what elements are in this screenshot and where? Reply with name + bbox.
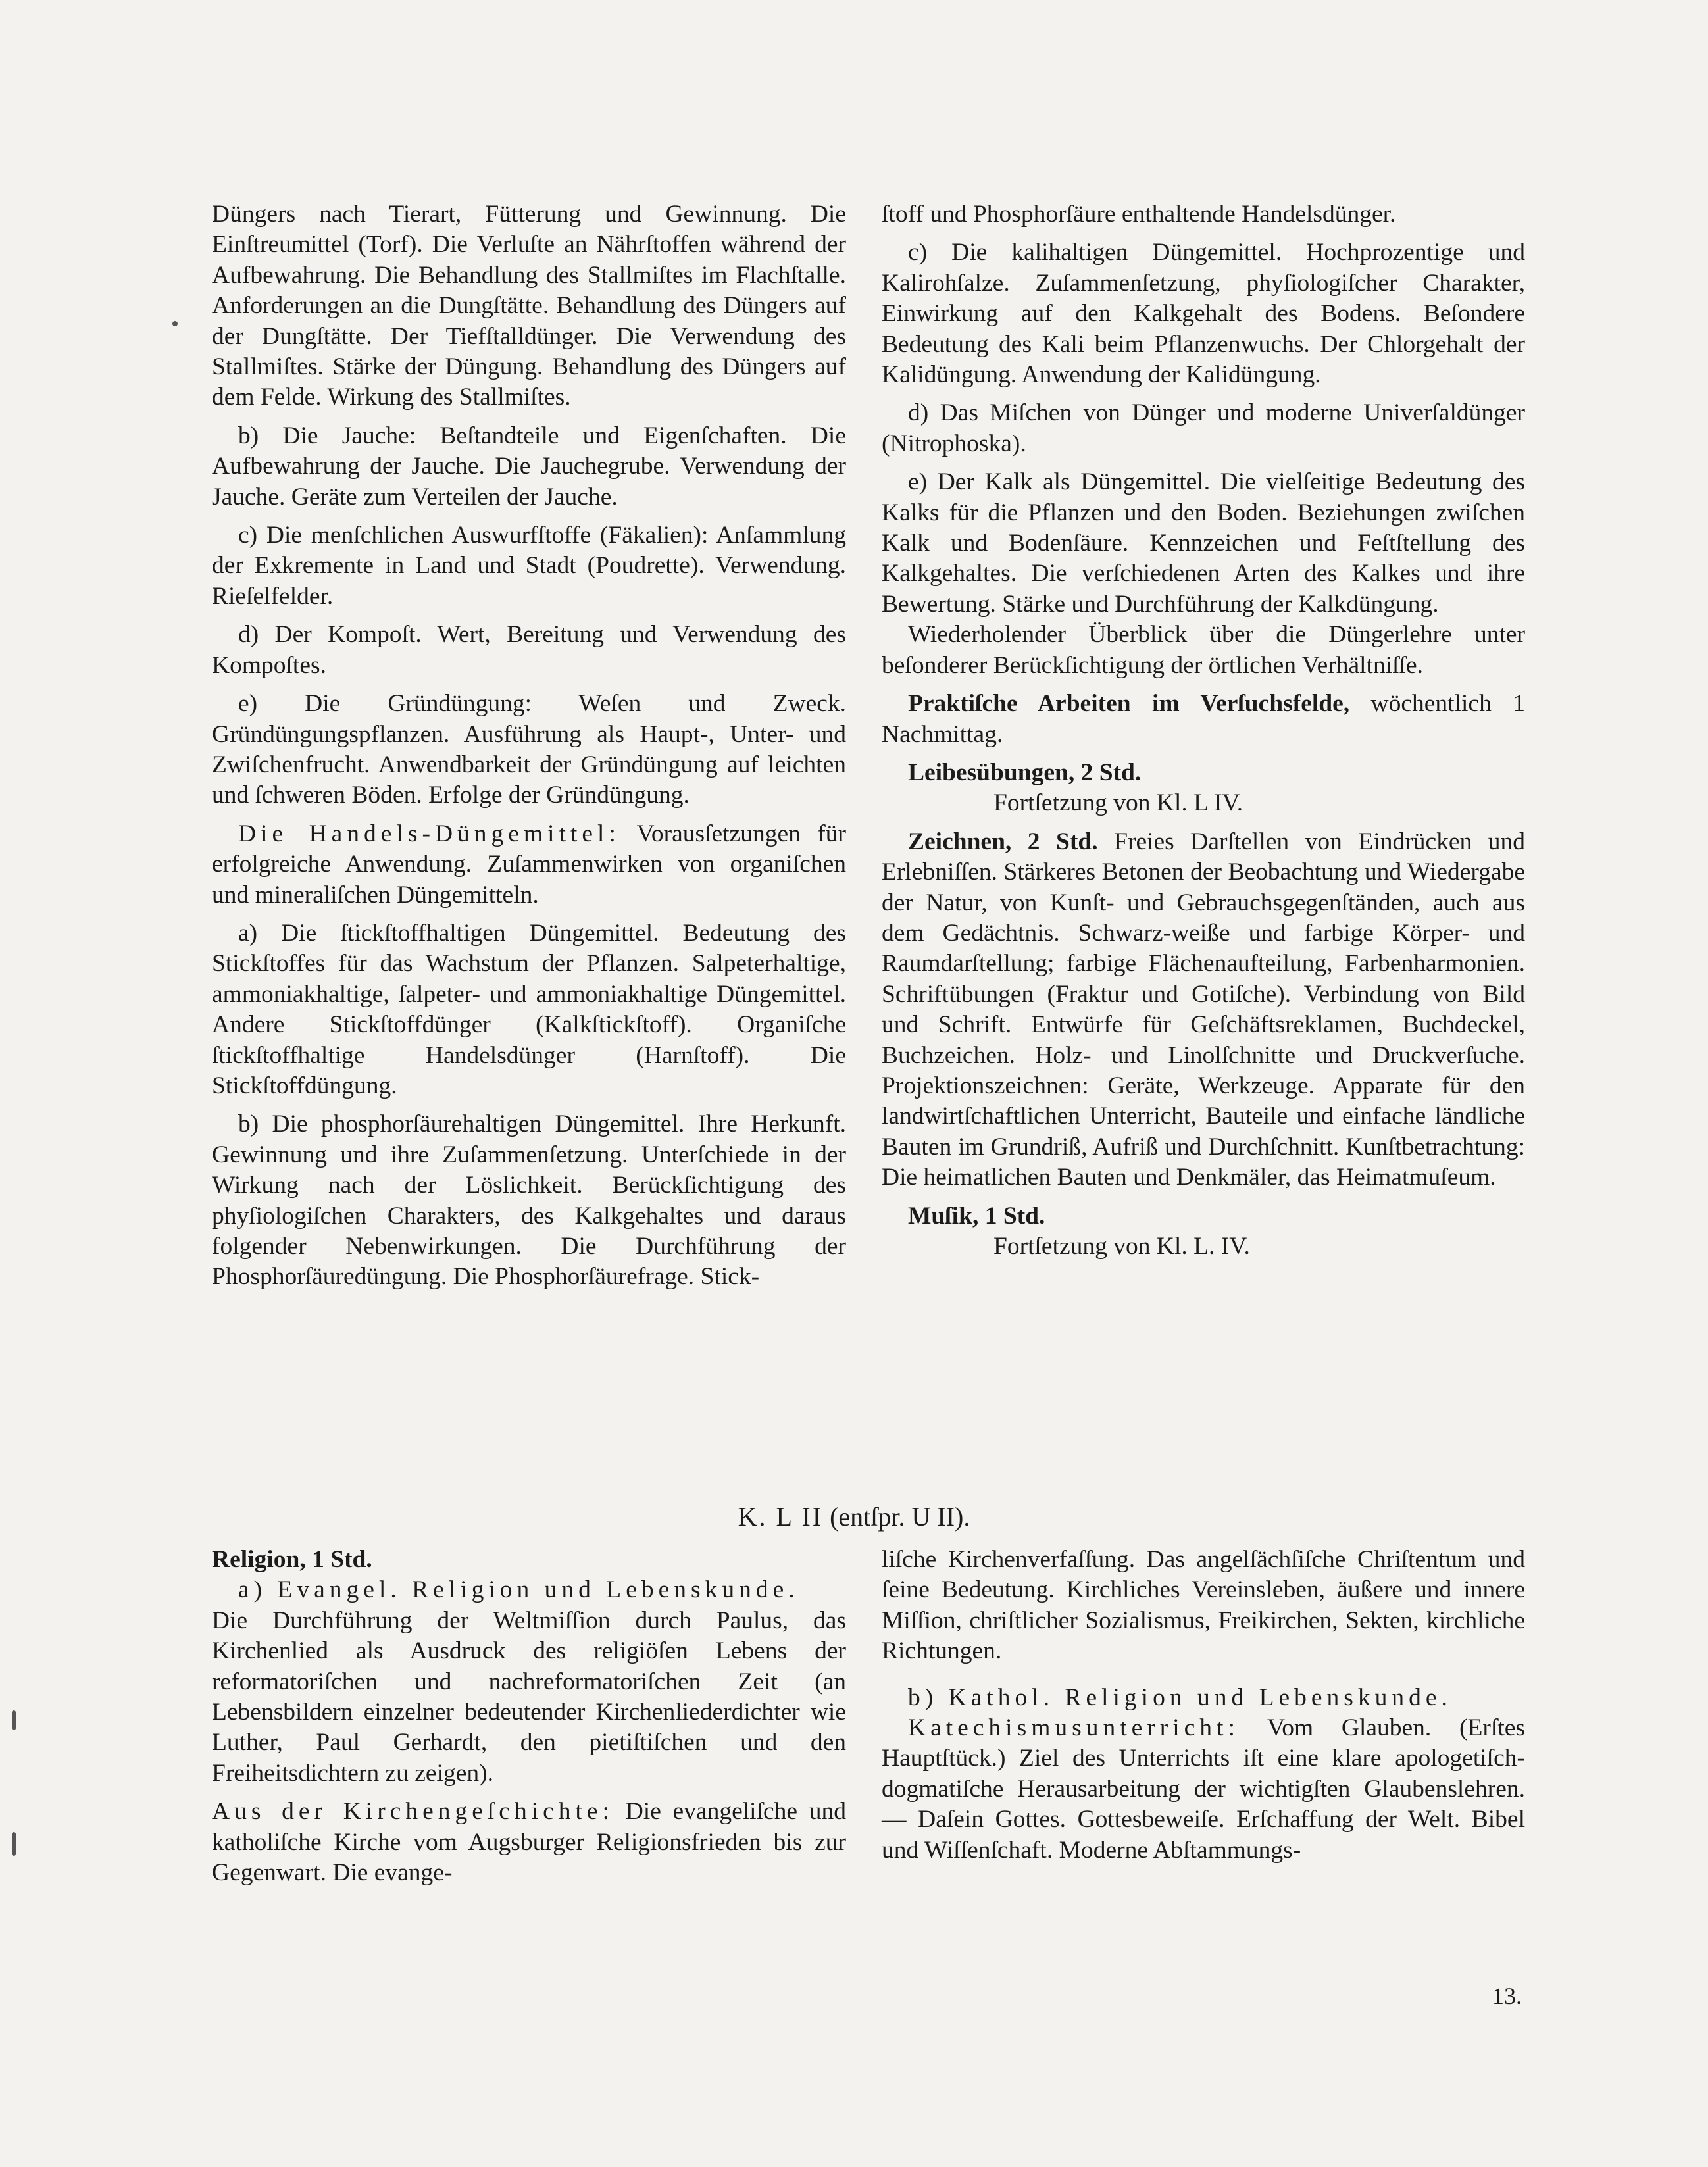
binding-mark xyxy=(12,1710,16,1730)
heading-religion: Religion, 1 Std. xyxy=(212,1546,372,1573)
paragraph-mischen: d) Das Miſchen von Dünger und moderne Univerſaldünger (Nitrophoska). xyxy=(882,399,1525,457)
musik-fortsetzung: Fortſetzung von Kl. L. IV. xyxy=(993,1233,1250,1260)
praktische-text: wöchentlich 1 Nachmittag. xyxy=(882,690,1525,748)
paragraph-ueberblick: Wiederholender Überblick über die Düngerlehre unter beſonderer Berückſichtigung der örtlichen Verhältniſſe. xyxy=(882,621,1525,679)
zeichnen-heading: Zeichnen, 2 Std. xyxy=(908,828,1098,855)
section-title-class: K. L II xyxy=(738,1502,824,1532)
zeichnen-text: Freies Darſtellen von Eindrücken und Erlebniſſen. Stärkeres Betonen der Beobachtung und Wiedergabe der Natur, von Kunſt- und Gebrauchsgegenſtänden, auch aus dem Gedächtnis. Schwarz-weiße und farbige Körper- und Raumdarſtellung; farbige Flächenaufteilung, Farbenharmonien. Schriftübungen (Fraktur und Gotiſche). Verbindung von Bild und Schrift. Entwürfe für Geſchäftsreklamen, Buchdeckel, Buchzeichen. Holz- und Linolſchnitte und Druckverſuche. Projektionszeichnen: Geräte, Werkzeuge. Apparate für den landwirtſchaftlichen Unterricht, Bauteile und einfache ländliche Bauten im Grundriß, Aufriß und Durchſchnitt. Kunſtbetrachtung: Die heimatlichen Bauten und Denkmäler, das Heimatmuſeum. xyxy=(882,828,1525,1191)
paragraph-kalk: e) Der Kalk als Düngemittel. Die vielſeitige Bedeutung des Kalks für die Pflanzen und den Boden. Beziehungen zwiſchen Kalk und Bodenſäure. Kennzeichen und Feſtſtellung des Kalkgehaltes. Die verſchiedenen Arten des Kalkes und ihre Bewertung. Stärke und Durchführung der Kalkdüngung. xyxy=(882,468,1525,618)
paragraph-katechismus xyxy=(882,1713,1525,1866)
paragraph-jauche: b) Die Jauche: Beſtandteile und Eigenſchaften. Die Aufbewahrung der Jauche. Die Jauchegrube. Verwendung der Jauche. Geräte zum Verteilen der Jauche. xyxy=(212,422,846,511)
kirchen-label: Aus der Kirchengeſchichte: xyxy=(212,1798,614,1826)
paragraph-handels-duengemittel xyxy=(212,819,846,910)
heading-leibesuebungen: Leibesübungen, 2 Std. xyxy=(908,759,1142,786)
heading-musik: Muſik, 1 Std. xyxy=(908,1202,1045,1230)
paragraph-phosphor: b) Die phosphorſäurehaltigen Düngemittel. Ihre Herkunft. Gewinnung und ihre Zuſammenſetzung. Unterſchiede in der Wirkung nach der Löslichkeit. Berückſichtigung des phyſiologiſchen Charakters, des Kalkgehaltes und daraus folgender Nebenwirkungen. Die Durchführung der Phosphorſäuredüngung. Die Phosphorſäurefrage. Stick- xyxy=(212,1110,846,1291)
kirchen-text: Die evangeliſche und katholiſche Kirche vom Augsburger Religionsfrieden bis zur Gegenwart. Die evange- xyxy=(212,1798,846,1887)
top-left-column xyxy=(212,199,846,1293)
margin-speck xyxy=(172,321,178,326)
paragraph-gruenduengung: e) Die Gründüngung: Weſen und Zweck. Gründüngungspflanzen. Ausführung als Haupt-, Unter- und Zwiſchenfrucht. Anwendbarkeit der Gründüngung auf leichten und ſchweren Böden. Erfolge der Gründüngung. xyxy=(212,690,846,809)
paragraph-auswurfstoffe: c) Die menſchlichen Auswurfſtoffe (Fäkalien): Anſammlung der Exkremente in Land und Stadt (Poudrette). Verwendung. Rieſelfelder. xyxy=(212,522,846,610)
paragraph-kirchenverfassung: liſche Kirchenverfaſſung. Das angelſächſiſche Chriſtentum und ſeine Bedeutung. Kirchliches Vereinsleben, äußere und innere Miſſion, chriſtlicher Sozialismus, Freikirchen, Sekten, kirchliche Richtungen. xyxy=(882,1546,1525,1665)
bottom-left-column xyxy=(212,1545,846,1888)
evangel-label: a) Evangel. Religion und Lebenskunde. xyxy=(238,1576,799,1604)
kathol-label: b) Kathol. Religion und Lebenskunde. xyxy=(908,1683,1452,1711)
handels-label: Die Handels-Düngemittel: xyxy=(238,820,620,847)
binding-mark-2 xyxy=(12,1832,16,1856)
section-title xyxy=(0,1501,1708,1533)
paragraph-weltmission: Die Durchführung der Weltmiſſion durch Paulus, das Kirchenlied als Ausdruck des religiöſen Lebens der reformatoriſchen und nachreformatoriſchen Zeit (an Lebensbildern einzelner bedeutender Kirchenliederdichter wie Luther, Paul Gerhardt, den pietiſtiſchen und den Freiheitsdichtern zu zeigen). xyxy=(212,1607,846,1787)
top-right-column xyxy=(882,199,1525,1262)
paragraph-kirchengeschichte xyxy=(212,1797,846,1888)
paragraph-zeichnen xyxy=(882,827,1525,1193)
page-number: 13. xyxy=(1492,1983,1522,2009)
paragraph-duengers: Düngers nach Tierart, Fütterung und Gewinnung. Die Einſtreumittel (Torf). Die Verluſte an Nährſtoffen während der Aufbewahrung. Die Behandlung des Stallmiſtes im Flachſtalle. Anforderungen an die Dungſtätte. Behandlung des Düngers auf der Dungſtätte. Der Tiefſtalldünger. Die Verwendung des Stallmiſtes. Stärke der Düngung. Behandlung des Düngers auf dem Felde. Wirkung des Stallmiſtes. xyxy=(212,201,846,411)
bottom-right-column xyxy=(882,1545,1525,1866)
praktische-heading: Praktiſche Arbeiten im Verſuchsfelde, xyxy=(908,690,1350,718)
paragraph-stoff: ſtoff und Phosphorſäure enthaltende Handelsdünger. xyxy=(882,201,1396,228)
katech-text: Vom Glauben. (Erſtes Hauptſtück.) Ziel des Unterrichts iſt eine klare apologetiſch-dogmatiſche Herausarbeitung der wichtigſten Glaubenslehren. — Daſein Gottes. Gottesbeweiſe. Erſchaffung der Welt. Bibel und Wiſſenſchaft. Moderne Abſtammungs- xyxy=(882,1714,1525,1864)
leibes-fortsetzung: Fortſetzung von Kl. L IV. xyxy=(993,789,1243,817)
katech-label: Katechismusunterricht: xyxy=(908,1714,1240,1742)
paragraph-praktische xyxy=(882,689,1525,750)
paragraph-kali: c) Die kalihaltigen Düngemittel. Hochprozentige und Kalirohſalze. Zuſammenſetzung, phyſiologiſcher Charakter, Einwirkung auf den Kalkgehalt des Bodens. Beſondere Bedeutung des Kali beim Pflanzenwuchs. Der Chlorgehalt der Kalidüngung. Anwendung der Kalidüngung. xyxy=(882,239,1525,389)
paragraph-kompost: d) Der Kompoſt. Wert, Bereitung und Verwendung des Kompoſtes. xyxy=(212,621,846,679)
handels-text: Vorausſetzungen für erfolgreiche Anwendung. Zuſammenwirken von organiſchen und mineraliſchen Düngemitteln. xyxy=(212,820,846,909)
section-title-sub: (entſpr. U II). xyxy=(823,1502,970,1532)
paragraph-stickstoff: a) Die ſtickſtoffhaltigen Düngemittel. Bedeutung des Stickſtoffes für das Wachstum der Pflanzen. Salpeterhaltige, ammoniakhaltige, ſalpeter- und ammoniakhaltige Düngemittel. Andere Stickſtoffdünger (Kalkſtickſtoff). Organiſche ſtickſtoffhaltige Handelsdünger (Harnſtoff). Die Stickſtoffdüngung. xyxy=(212,919,846,1099)
